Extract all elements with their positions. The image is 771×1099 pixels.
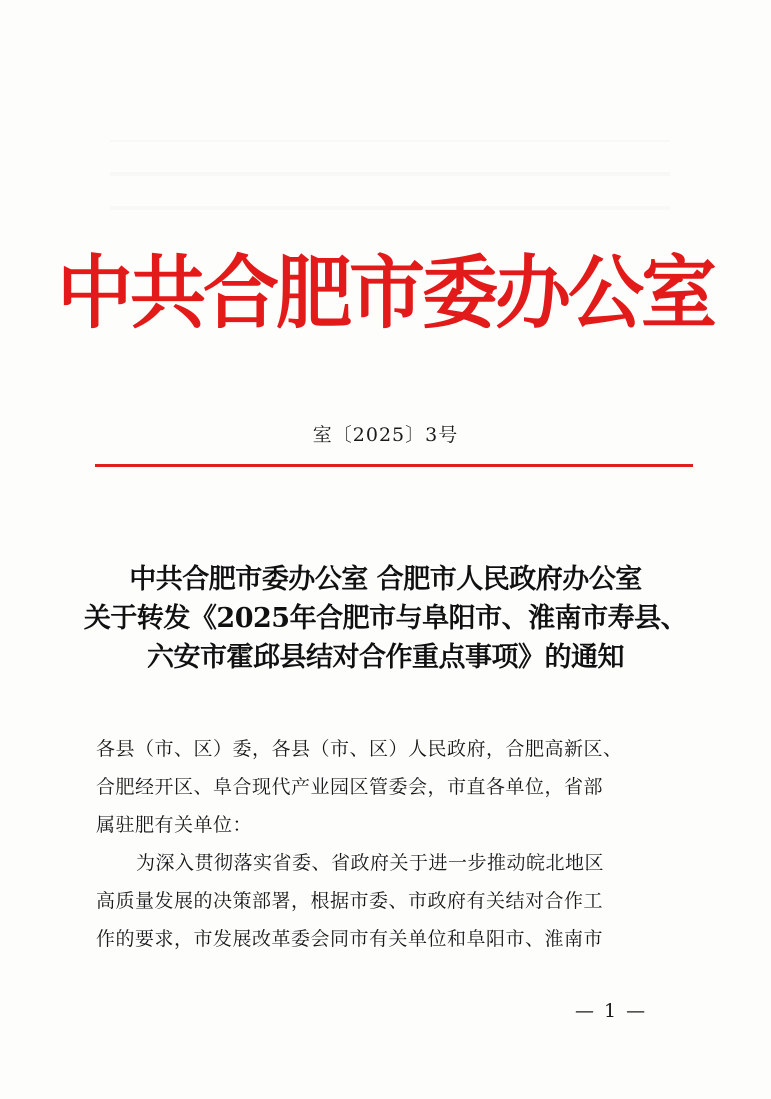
document-number: 室〔2025〕3号 [312, 424, 459, 446]
addressee-line: 各县（市、区）委，各县（市、区）人民政府，合肥高新区、 [96, 738, 623, 760]
notice-title-line: 中共合肥市委办公室 合肥市人民政府办公室 [129, 564, 642, 595]
notice-title [60, 560, 711, 677]
issuing-authority-header: 中共合肥市委办公室 [57, 245, 714, 340]
paragraph-line: 作的要求，市发展改革委会同市有关单位和阜阳市、淮南市 [96, 928, 604, 950]
page-number: — 1 — [575, 1000, 648, 1022]
notice-title-line: 六安市霍邱县结对合作重点事项》的通知 [147, 642, 624, 673]
reverse-side-bleed [110, 140, 670, 240]
addressee-line: 合肥经开区、阜合现代产业园区管委会，市直各单位，省部 [96, 776, 604, 798]
notice-title-line: 关于转发《2025年合肥市与阜阳市、淮南市寿县、 [83, 603, 688, 634]
paragraph-line: 高质量发展的决策部署，根据市委、市政府有关结对合作工 [96, 890, 604, 912]
addressee-line: 属驻肥有关单位： [96, 814, 253, 836]
red-divider-line [95, 464, 693, 467]
notice-body [96, 730, 686, 958]
paragraph-line: 为深入贯彻落实省委、省政府关于进一步推动皖北地区 [136, 852, 605, 874]
